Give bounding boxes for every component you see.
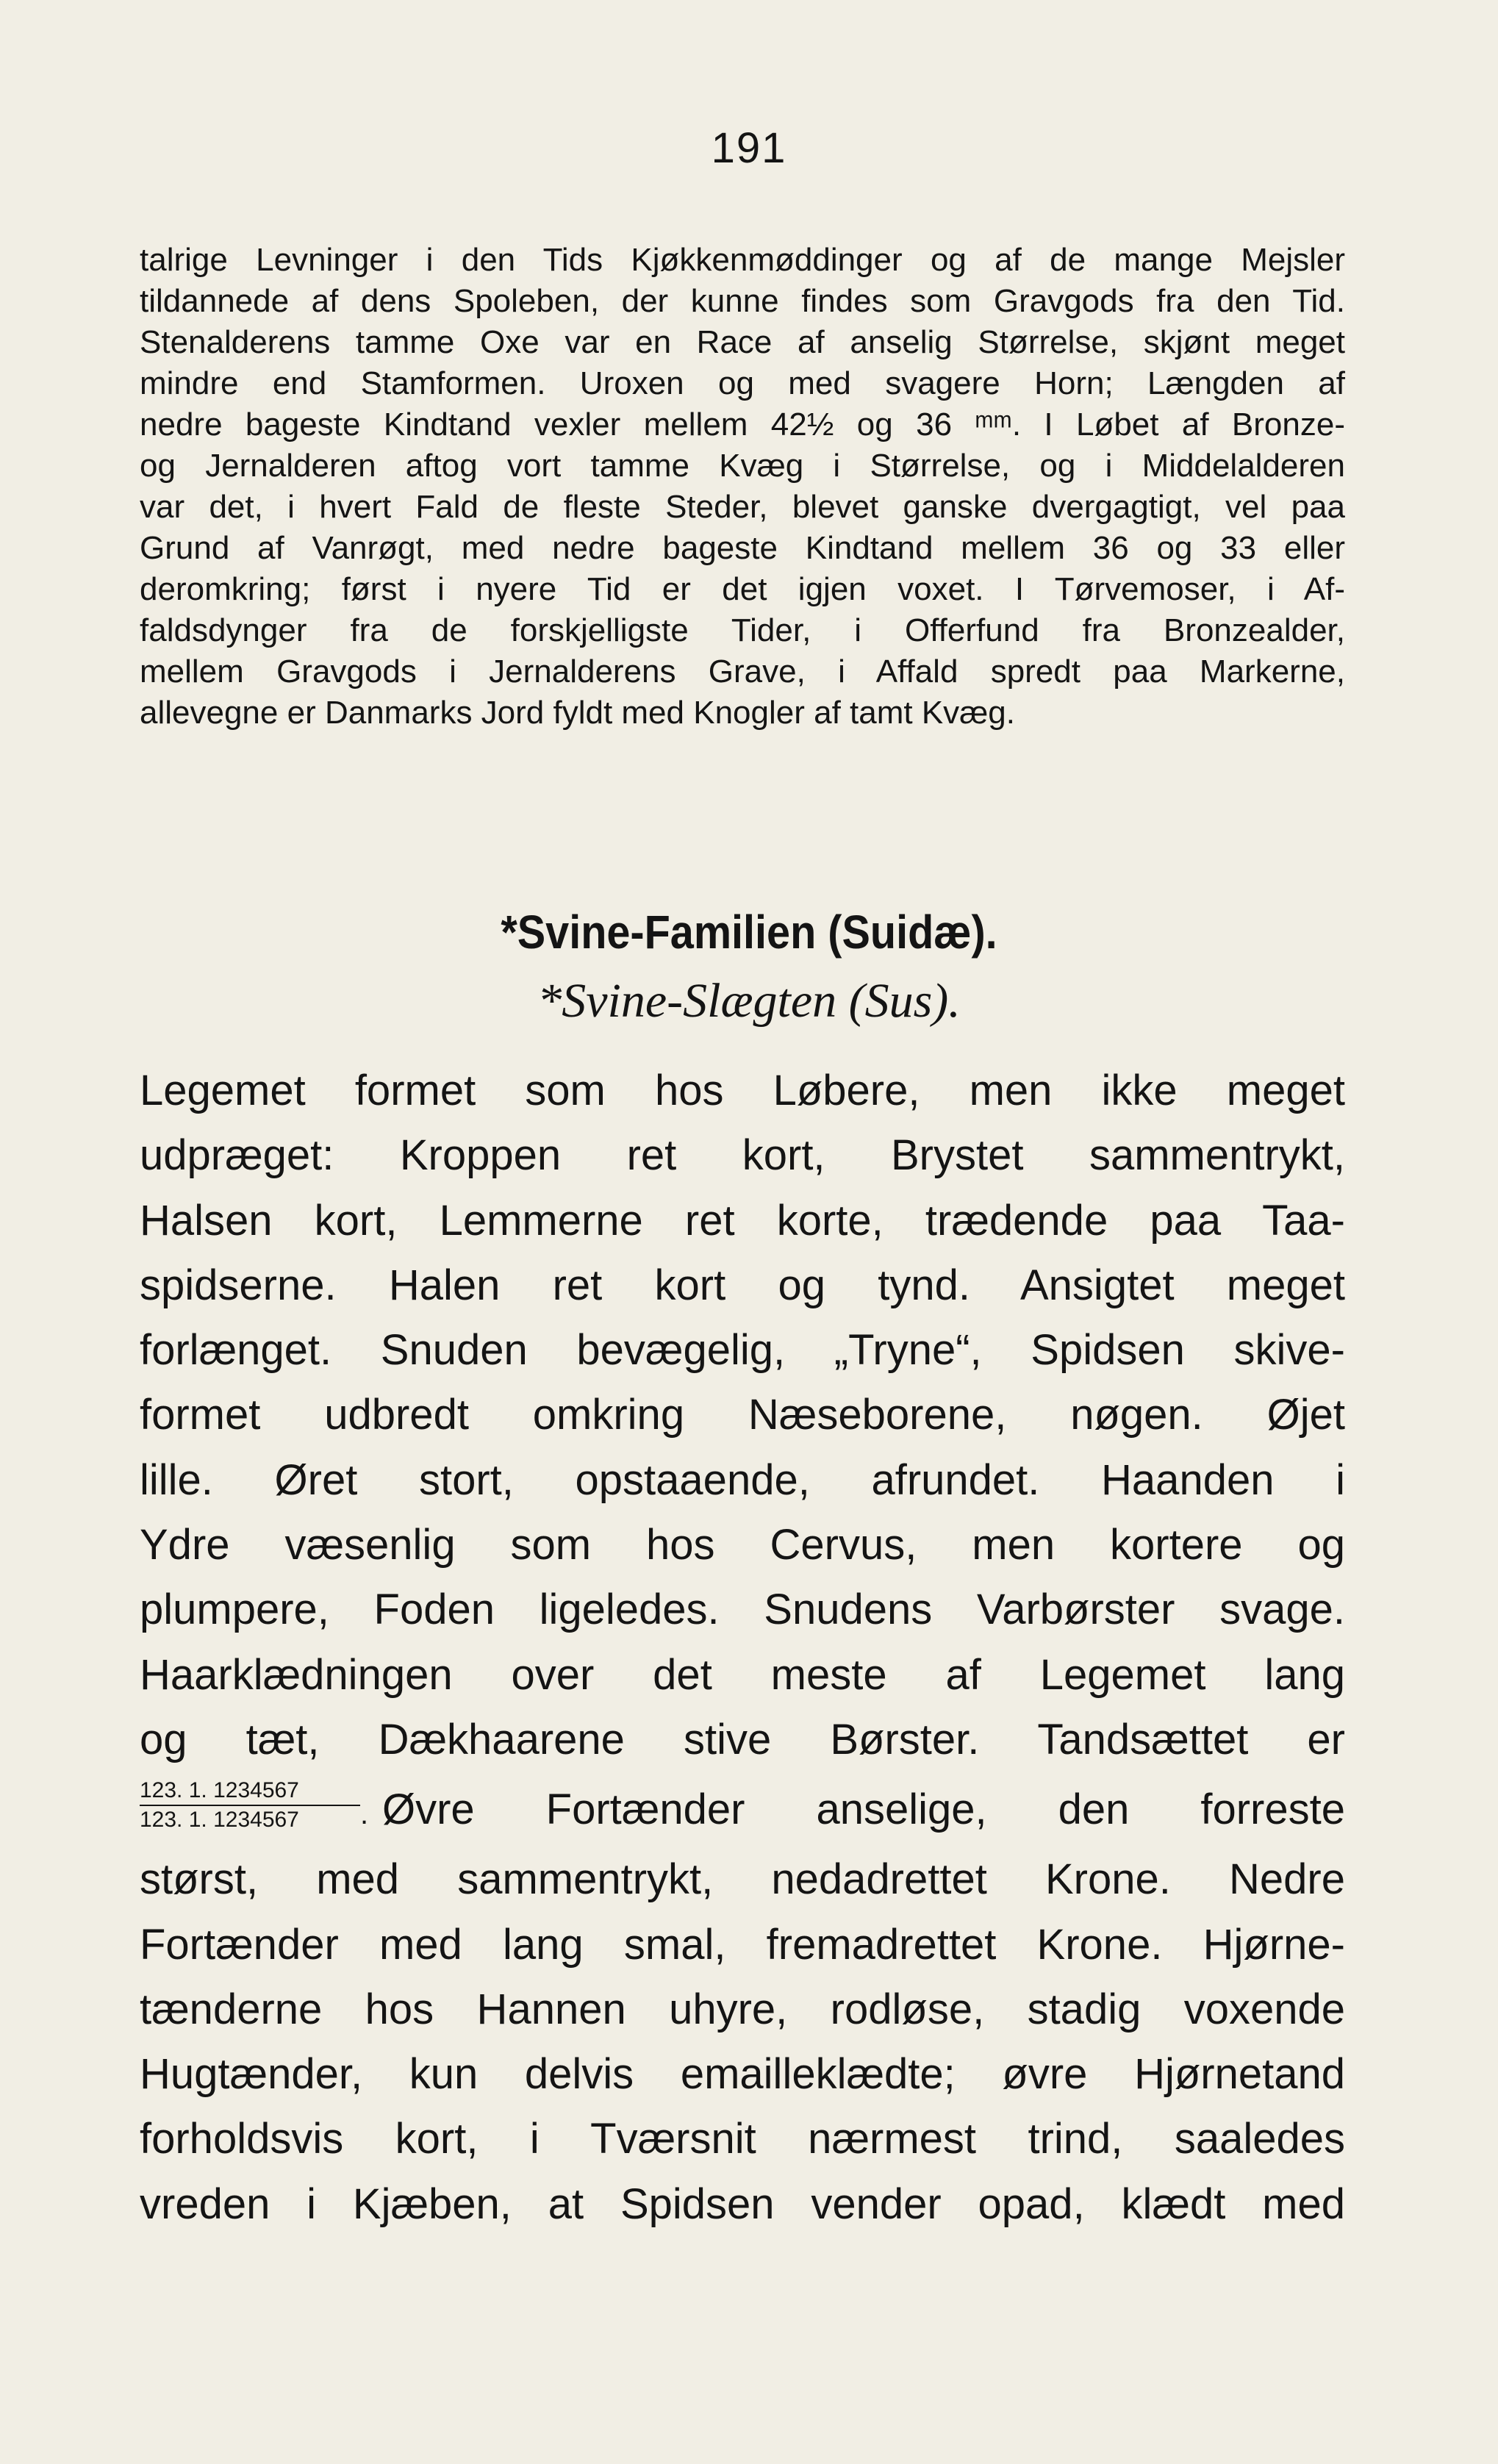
text-line: udpræget: Kroppen ret kort, Brystet sammentrykt, xyxy=(140,1131,1345,1180)
dental-formula xyxy=(140,1778,369,1833)
text-line: var det, i hvert Fald de fleste Steder, blevet ganske dvergagtigt, vel paa xyxy=(140,489,1345,525)
text-line: Fortænder med lang smal, fremadrettet Krone. Hjørne- xyxy=(140,1920,1345,1969)
text-line: plumpere, Foden ligeledes. Snudens Varbørster svage. xyxy=(140,1586,1345,1634)
text-line: lille. Øret stort, opstaaende, afrundet. Haanden i xyxy=(140,1455,1345,1504)
genus-heading: *Svine-Slægten (Sus). xyxy=(537,974,961,1028)
text-line: forholdsvis kort, i Tværsnit nærmest trind, saaledes xyxy=(140,2115,1345,2163)
text-line: Grund af Vanrøgt, med nedre bageste Kindtand mellem 36 og 33 eller xyxy=(140,530,1345,566)
text-line: Øvre Fortænder anselige, den forreste xyxy=(382,1786,1345,1834)
text-line: faldsdynger fra de forskjelligste Tider, i Offerfund fra Bronzealder, xyxy=(140,612,1345,648)
text-line: spidserne. Halen ret kort og tynd. Ansigtet meget xyxy=(140,1261,1345,1309)
family-heading: *Svine-Familien (Suidæ). xyxy=(501,906,997,959)
genus-description xyxy=(140,1059,1345,2237)
text-line: Legemet formet som hos Løbere, men ikke meget xyxy=(140,1067,1345,1114)
text-line: Hugtænder, kun delvis emailleklædte; øvre Hjørnetand xyxy=(140,2050,1345,2099)
text-line: og tæt, Dækhaarene stive Børster. Tandsættet er xyxy=(140,1715,1345,1763)
text-line: mellem Gravgods i Jernalderens Grave, i Affald spredt paa Markerne, xyxy=(140,653,1345,690)
formula-period: . xyxy=(360,1798,369,1831)
dental-formula-line xyxy=(140,1772,1345,1847)
text-line: allevegne er Danmarks Jord fyldt med Knogler af tamt Kvæg. xyxy=(140,695,1015,731)
text-line: Haarklædningen over det meste af Legemet lang xyxy=(140,1650,1345,1699)
text-line: vreden i Kjæben, at Spidsen vender opad, klædt med xyxy=(140,2180,1345,2228)
text-line: tildannede af dens Spoleben, der kunne findes som Gravgods fra den Tid. xyxy=(140,283,1345,319)
text-line: Ydre væsenlig som hos Cervus, men kortere og xyxy=(140,1521,1345,1569)
intro-paragraph xyxy=(140,240,1345,734)
page-number: 191 xyxy=(711,124,787,172)
text-line: formet udbredt omkring Næseborene, nøgen. Øjet xyxy=(140,1391,1345,1439)
formula-upper: 123. 1. 1234567 xyxy=(140,1778,360,1806)
section-headings xyxy=(0,897,1498,1035)
text-line: forlænget. Snuden bevægelig, „Tryne“, Spidsen skive- xyxy=(140,1326,1345,1375)
text-line: deromkring; først i nyere Tid er det igjen voxet. I Tørvemoser, i Af- xyxy=(140,571,1345,607)
text-line: mindre end Stamformen. Uroxen og med svagere Horn; Længden af xyxy=(140,365,1345,401)
text-line: nedre bageste Kindtand vexler mellem 42½ og 36 ᵐᵐ. I Løbet af Bronze- xyxy=(140,407,1345,443)
text-line: tænderne hos Hannen uhyre, rodløse, stadig voxende xyxy=(140,1985,1345,2033)
text-line: og Jernalderen aftog vort tamme Kvæg i Størrelse, og i Middelalderen xyxy=(140,448,1345,484)
text-line: Stenalderens tamme Oxe var en Race af anselig Størrelse, skjønt meget xyxy=(140,324,1345,360)
text-line: Halsen kort, Lemmerne ret korte, trædende paa Taa- xyxy=(140,1196,1345,1244)
text-line: størst, med sammentrykt, nedadrettet Krone. Nedre xyxy=(140,1855,1345,1904)
text-line: talrige Levninger i den Tids Kjøkkenmøddinger og af de mange Mejsler xyxy=(140,242,1345,278)
formula-lower: 123. 1. 1234567 xyxy=(140,1808,299,1833)
